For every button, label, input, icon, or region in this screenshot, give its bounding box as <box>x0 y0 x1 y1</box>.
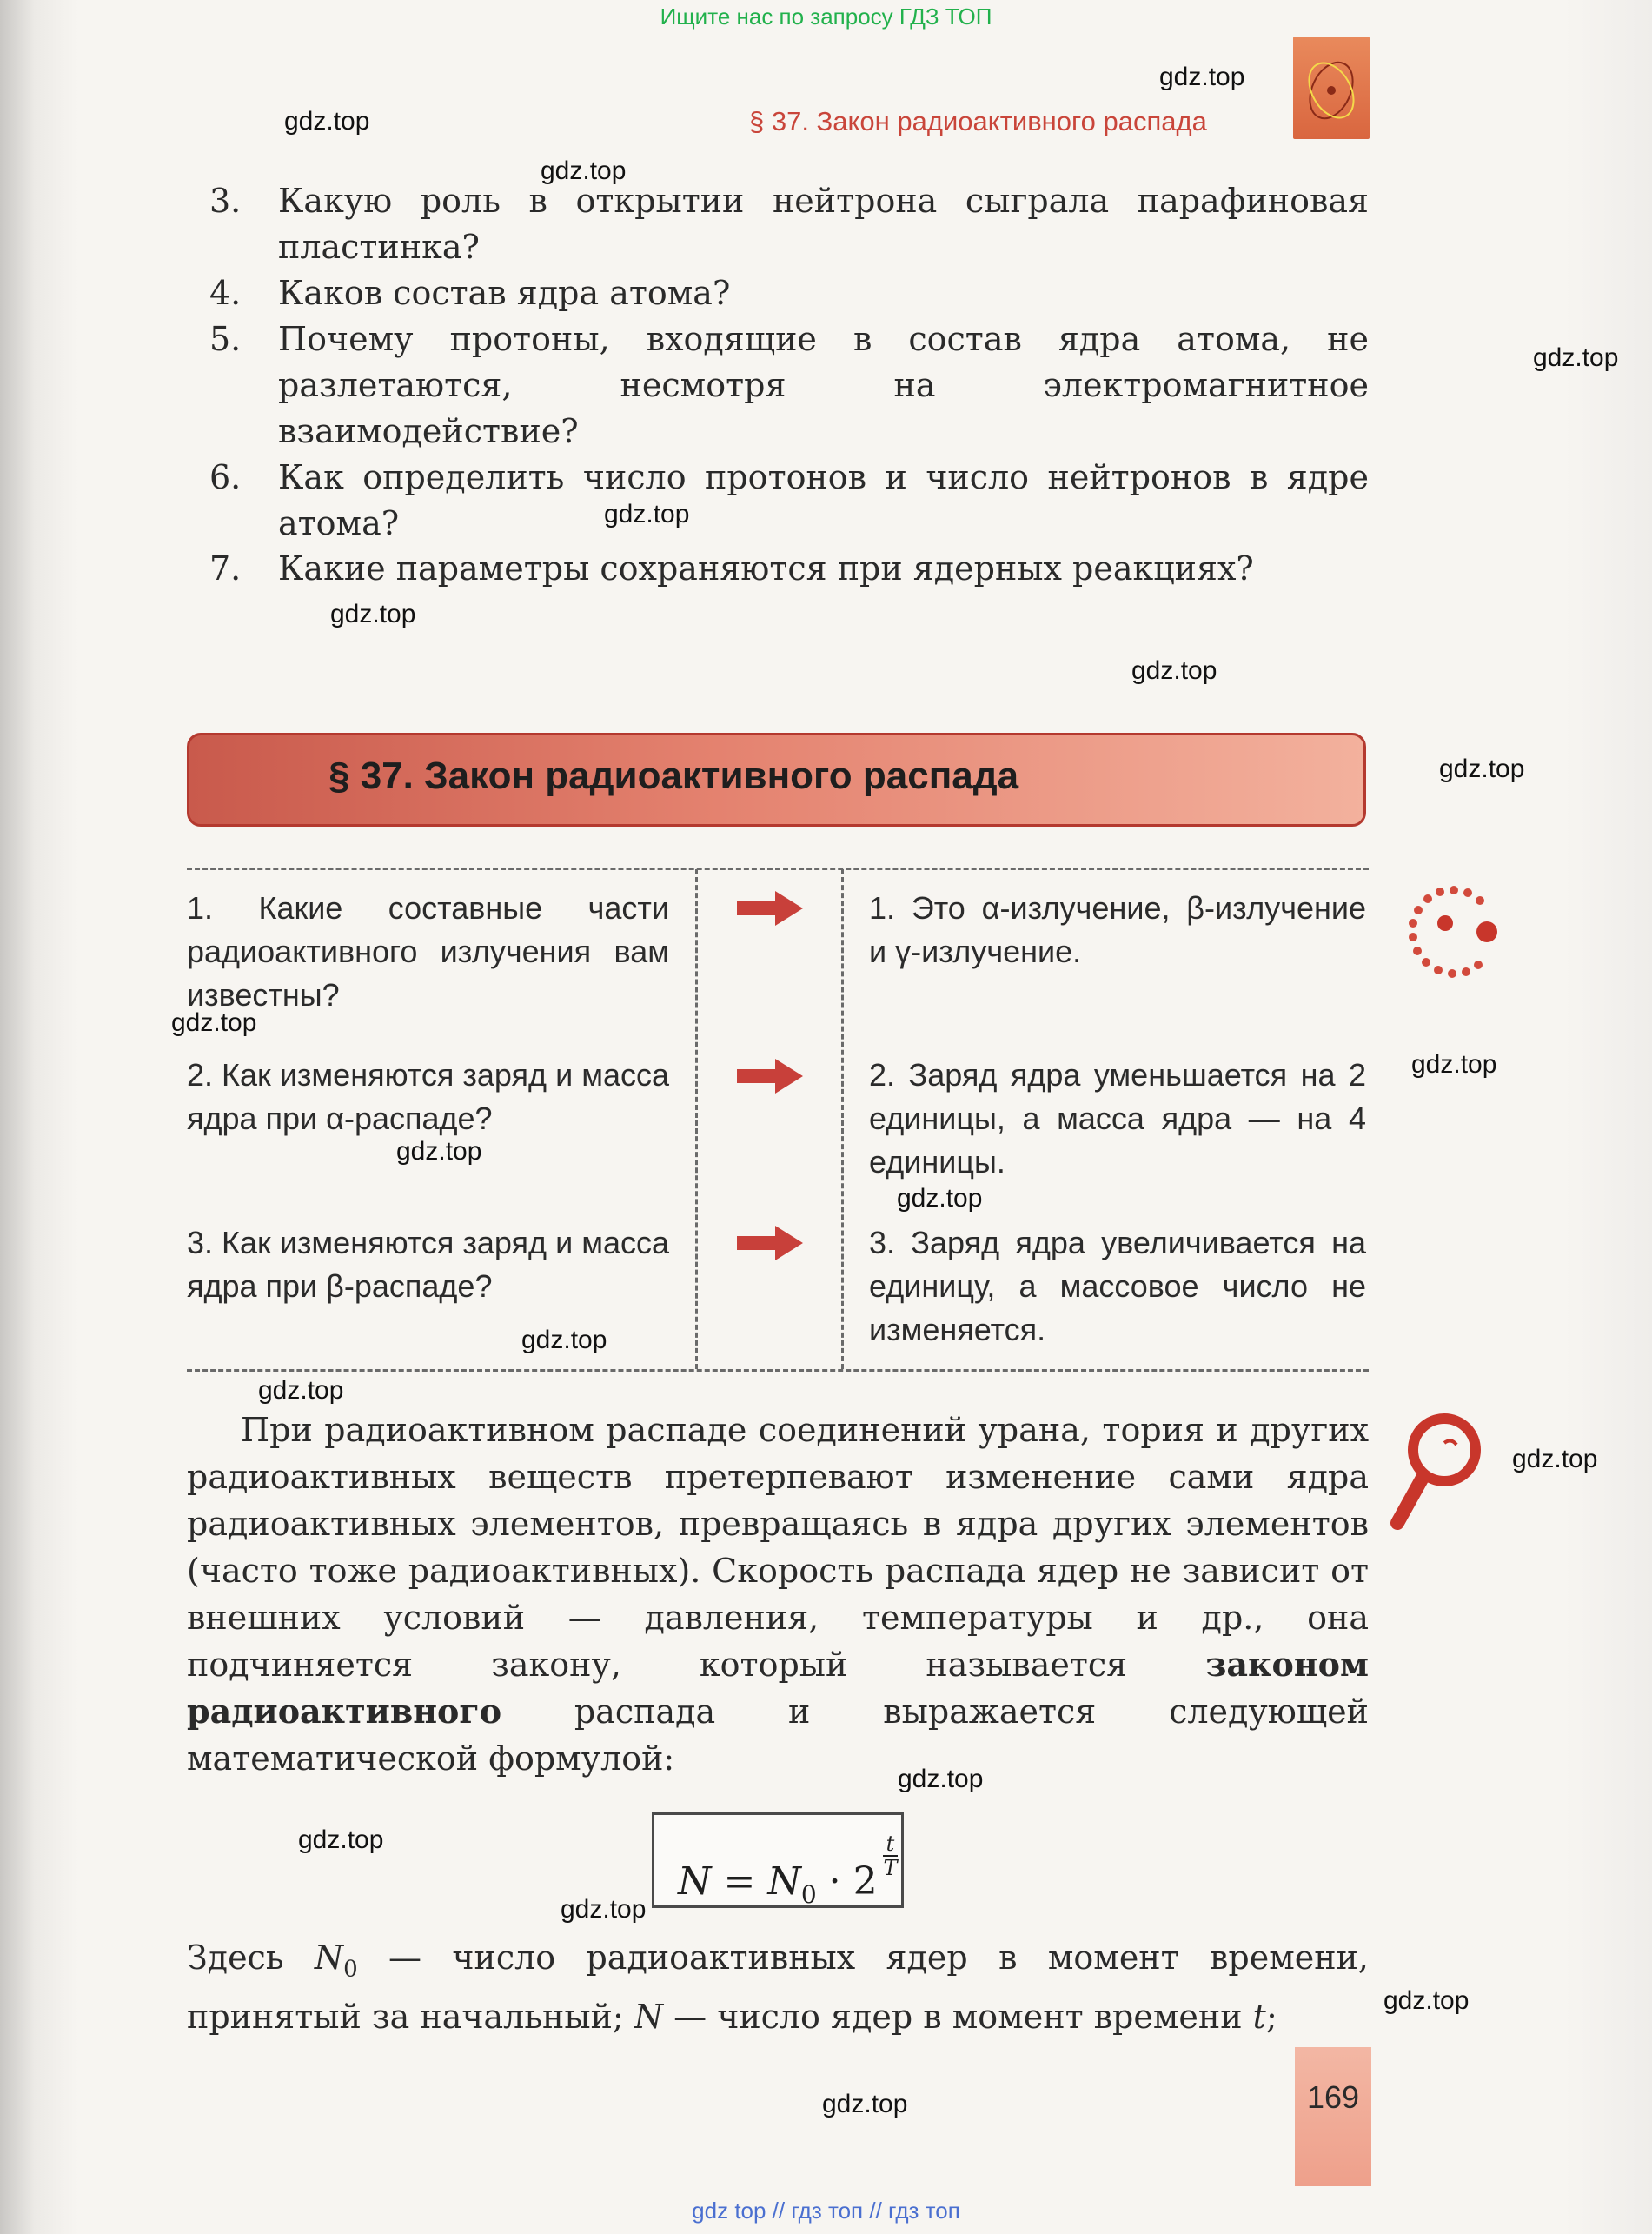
qa-question: 2. Как изменяются заряд и масса ядра при α-распаде? <box>187 1057 669 1136</box>
watermark: gdz.top <box>1512 1445 1598 1473</box>
watermark: gdz.top <box>898 1765 984 1793</box>
qa-answer: 1. Это α-излучение, β-излучение и γ-излучение. <box>869 890 1366 969</box>
watermark: gdz.top <box>396 1137 482 1166</box>
watermark: gdz.top <box>561 1895 647 1924</box>
variable: N <box>314 1938 344 1977</box>
term-bold: законом радиоактивного <box>187 1645 1369 1731</box>
qa-answer: 3. Заряд ядра увеличивается на единицу, а массовое число не изменяется. <box>869 1225 1366 1347</box>
question-number: 5. <box>209 320 242 358</box>
question-text: Какую роль в открытии нейтрона сыграла парафиновая пластинка? <box>278 182 1369 266</box>
variable: t <box>1252 1997 1266 2036</box>
body-paragraph <box>187 1934 1369 2040</box>
arrow-right-icon <box>737 1226 803 1260</box>
question-number: 7. <box>209 549 242 588</box>
watermark: gdz.top <box>1439 755 1525 783</box>
question-text: Какие параметры сохраняются при ядерных реакциях? <box>278 549 1254 588</box>
formula-part: N = N <box>678 1859 801 1904</box>
exponent-denominator: T <box>883 1856 898 1880</box>
watermark: gdz.top <box>258 1376 344 1405</box>
watermark: gdz.top <box>541 156 627 185</box>
bottom-banner[interactable]: gdz top // гдз топ // гдз топ <box>692 2197 960 2224</box>
question-item <box>187 178 1369 270</box>
table-top-border <box>187 868 1369 870</box>
question-item <box>187 316 1369 455</box>
decay-formula <box>678 1832 898 1909</box>
atom-orbit-icon <box>1395 878 1508 1000</box>
body-paragraph <box>187 1406 1369 1782</box>
paragraph-text: — число ядер в момент времени <box>663 1997 1253 2036</box>
magnifier-icon <box>1390 1408 1486 1547</box>
formula-subscript: 0 <box>800 1879 817 1909</box>
formula-exponent <box>883 1832 899 1879</box>
arrow-right-icon <box>737 891 803 926</box>
variable: N <box>634 1997 664 2036</box>
watermark: gdz.top <box>1411 1050 1497 1079</box>
header-atom-tab <box>1293 37 1370 139</box>
question-item <box>187 455 1369 547</box>
watermark: gdz.top <box>521 1326 607 1354</box>
question-text: Почему протоны, входящие в состав ядра атома, не разлетаются, несмотря на электромагнитное взаимодействие? <box>278 320 1369 450</box>
question-item <box>187 270 1369 316</box>
subscript: 0 <box>343 1956 358 1983</box>
paragraph-text: распада и выражается следующей математической формулой: <box>187 1692 1369 1778</box>
watermark: gdz.top <box>604 500 690 529</box>
running-header-title: § 37. Закон радиоактивного распада <box>749 106 1207 136</box>
watermark: gdz.top <box>1383 1986 1470 2015</box>
section-title: § 37. Закон радиоактивного распада <box>328 755 1019 797</box>
paragraph-text: При радиоактивном распаде соединений урана, тория и других радиоактивных веществ претерпевают изменение сами ядра радиоактивных элементов, превращаясь в ядра других элементов (часто тоже радиоактивных). Скорость распада ядер не зависит от внешних условий — давления, температуры и др., она подчиняется закону, который называется <box>187 1411 1369 1684</box>
table-bottom-border <box>187 1369 1369 1372</box>
watermark: gdz.top <box>1131 656 1217 685</box>
qa-question: 1. Какие составные части радиоактивного излучения вам известны? <box>187 890 669 1013</box>
question-text: Как определить число протонов и число нейтронов в ядре атома? <box>278 458 1369 542</box>
table-divider <box>841 869 844 1369</box>
watermark: gdz.top <box>298 1825 384 1854</box>
question-number: 4. <box>209 274 242 312</box>
formula-part: · 2 <box>816 1859 878 1904</box>
watermark: gdz.top <box>1533 343 1619 372</box>
question-number: 3. <box>209 182 242 220</box>
watermark: gdz.top <box>171 1008 257 1037</box>
question-text: Каков состав ядра атома? <box>278 274 731 312</box>
watermark: gdz.top <box>284 107 370 136</box>
top-banner[interactable]: Ищите нас по запросу ГДЗ ТОП <box>660 3 992 30</box>
paragraph-text: Здесь <box>187 1938 315 1977</box>
watermark: gdz.top <box>1159 63 1245 91</box>
watermark: gdz.top <box>822 2090 908 2118</box>
watermark: gdz.top <box>330 600 416 628</box>
paragraph-text: — число радиоактивных ядер в момент времени, принятый за начальный; <box>187 1938 1369 2036</box>
paragraph-text: ; <box>1265 1997 1277 2036</box>
watermark: gdz.top <box>897 1184 983 1213</box>
page-number-tab <box>1295 2047 1371 2186</box>
atom-icon <box>1293 37 1370 139</box>
page-number: 169 <box>1306 2079 1360 2115</box>
table-divider <box>695 869 698 1369</box>
qa-answer: 2. Заряд ядра уменьшается на 2 единицы, а масса ядра — на 4 единицы. <box>869 1057 1366 1180</box>
arrow-right-icon <box>737 1059 803 1094</box>
question-item <box>187 546 1369 592</box>
exponent-numerator: t <box>883 1832 899 1857</box>
question-number: 6. <box>209 458 242 496</box>
qa-question: 3. Как изменяются заряд и масса ядра при β-распаде? <box>187 1225 669 1304</box>
